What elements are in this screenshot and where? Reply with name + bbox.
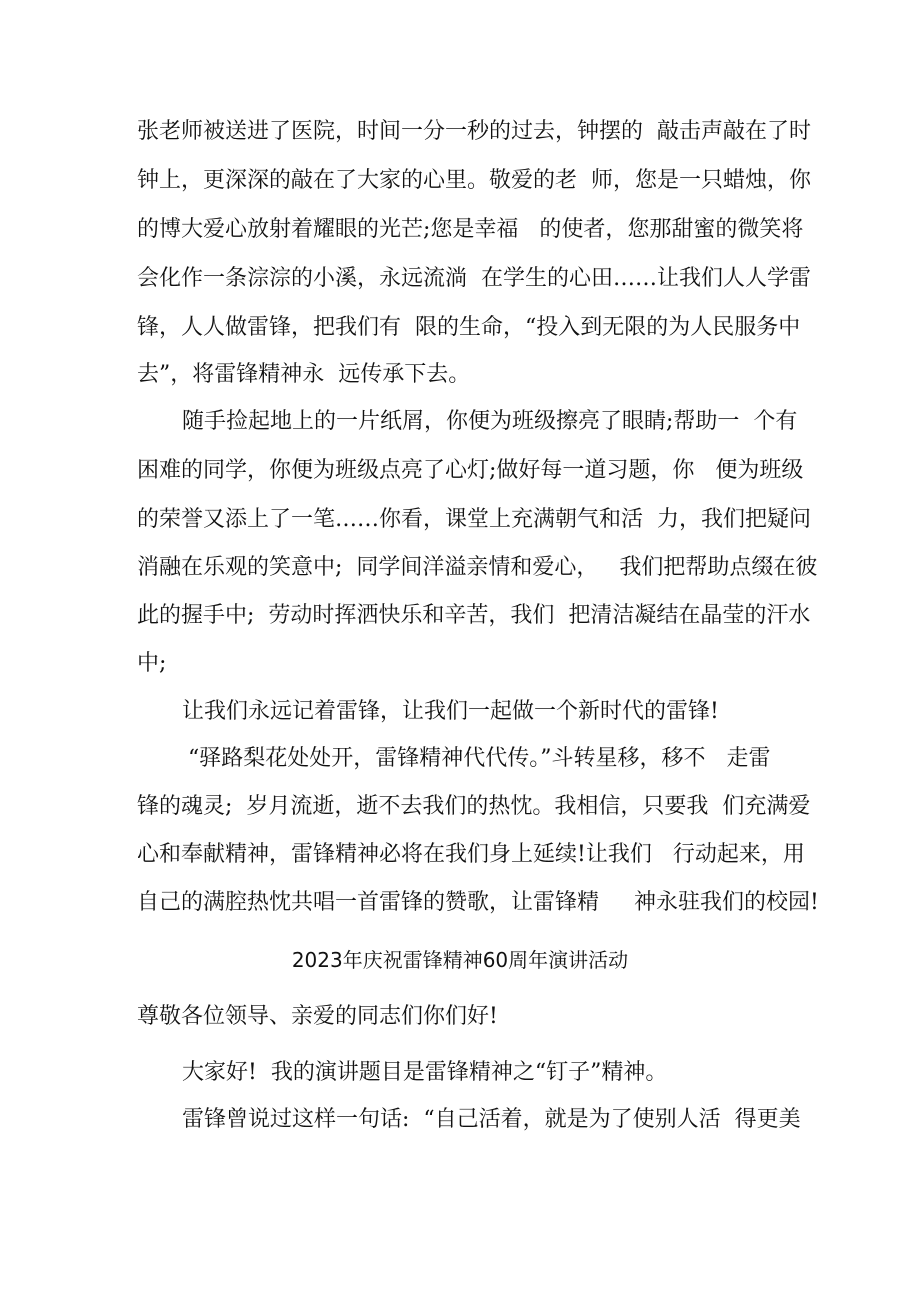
- paragraph-1-line-6: 去”，将雷锋精神永 远传承下去。: [137, 362, 471, 387]
- paragraph-5: 大家好! 我的演讲题目是雷锋精神之“钉子”精神。: [182, 1060, 668, 1085]
- paragraph-2-line-6: 中;: [137, 651, 167, 676]
- paragraph-1-line-2: 钟上，更深深的敲在了大家的心里。敬爱的老 师，您是一只蜡烛，你: [137, 168, 811, 193]
- paragraph-4-line-2: 锋的魂灵; 岁月流逝，逝不去我们的热忱。我相信，只要我 们充满爱: [137, 794, 811, 819]
- paragraph-4-line-4: 自己的满腔热忱共唱一首雷锋的赞歌，让雷锋精 神永驻我们的校园!: [137, 890, 819, 915]
- paragraph-1-line-4: 会化作一条淙淙的小溪，永远流淌 在学生的心田……让我们人人学雷: [137, 266, 811, 291]
- paragraph-1-line-3: 的博大爱心放射着耀眼的光芒;您是幸福 的使者，您那甜蜜的微笑将: [137, 217, 804, 242]
- paragraph-1-line-1: 张老师被送进了医院，时间一分一秒的过去，钟摆的 敲击声敲在了时: [137, 119, 811, 144]
- paragraph-2-line-5: 此的握手中; 劳动时挥洒快乐和辛苦，我们 把清洁凝结在晶莹的汗水: [137, 603, 811, 628]
- salutation: 尊敬各位领导、亲爱的同志们你们好!: [137, 1004, 498, 1029]
- paragraph-2-line-4: 消融在乐观的笑意中; 同学间洋溢亲情和爱心， 我们把帮助点缀在彼: [137, 555, 818, 580]
- paragraph-2-line-2: 困难的同学，你便为班级点亮了心灯;做好每一道习题，你 便为班级: [137, 458, 804, 483]
- section-title: 2023年庆祝雷锋精神60周年演讲活动: [291, 948, 629, 972]
- paragraph-3: 让我们永远记着雷锋，让我们一起做一个新时代的雷锋!: [182, 699, 719, 724]
- paragraph-2-line-1: 随手捡起地上的一片纸屑，你便为班级擦亮了眼睛;帮助一 个有: [182, 409, 798, 434]
- paragraph-4-line-3: 心和奉献精神，雷锋精神必将在我们身上延续!让我们 行动起来，用: [137, 842, 805, 867]
- paragraph-1-line-5: 锋，人人做雷锋，把我们有 限的生命，“投入到无限的为人民服务中: [137, 315, 801, 340]
- paragraph-4-line-1: “驿路梨花处处开，雷锋精神代代传。”斗转星移，移不 走雷: [188, 746, 771, 771]
- paragraph-2-line-3: 的荣誉又添上了一笔……你看，课堂上充满朝气和活 力，我们把疑问: [137, 507, 811, 532]
- paragraph-6: 雷锋曾说过这样一句话: “自己活着，就是为了使别人活 得更美: [182, 1107, 801, 1132]
